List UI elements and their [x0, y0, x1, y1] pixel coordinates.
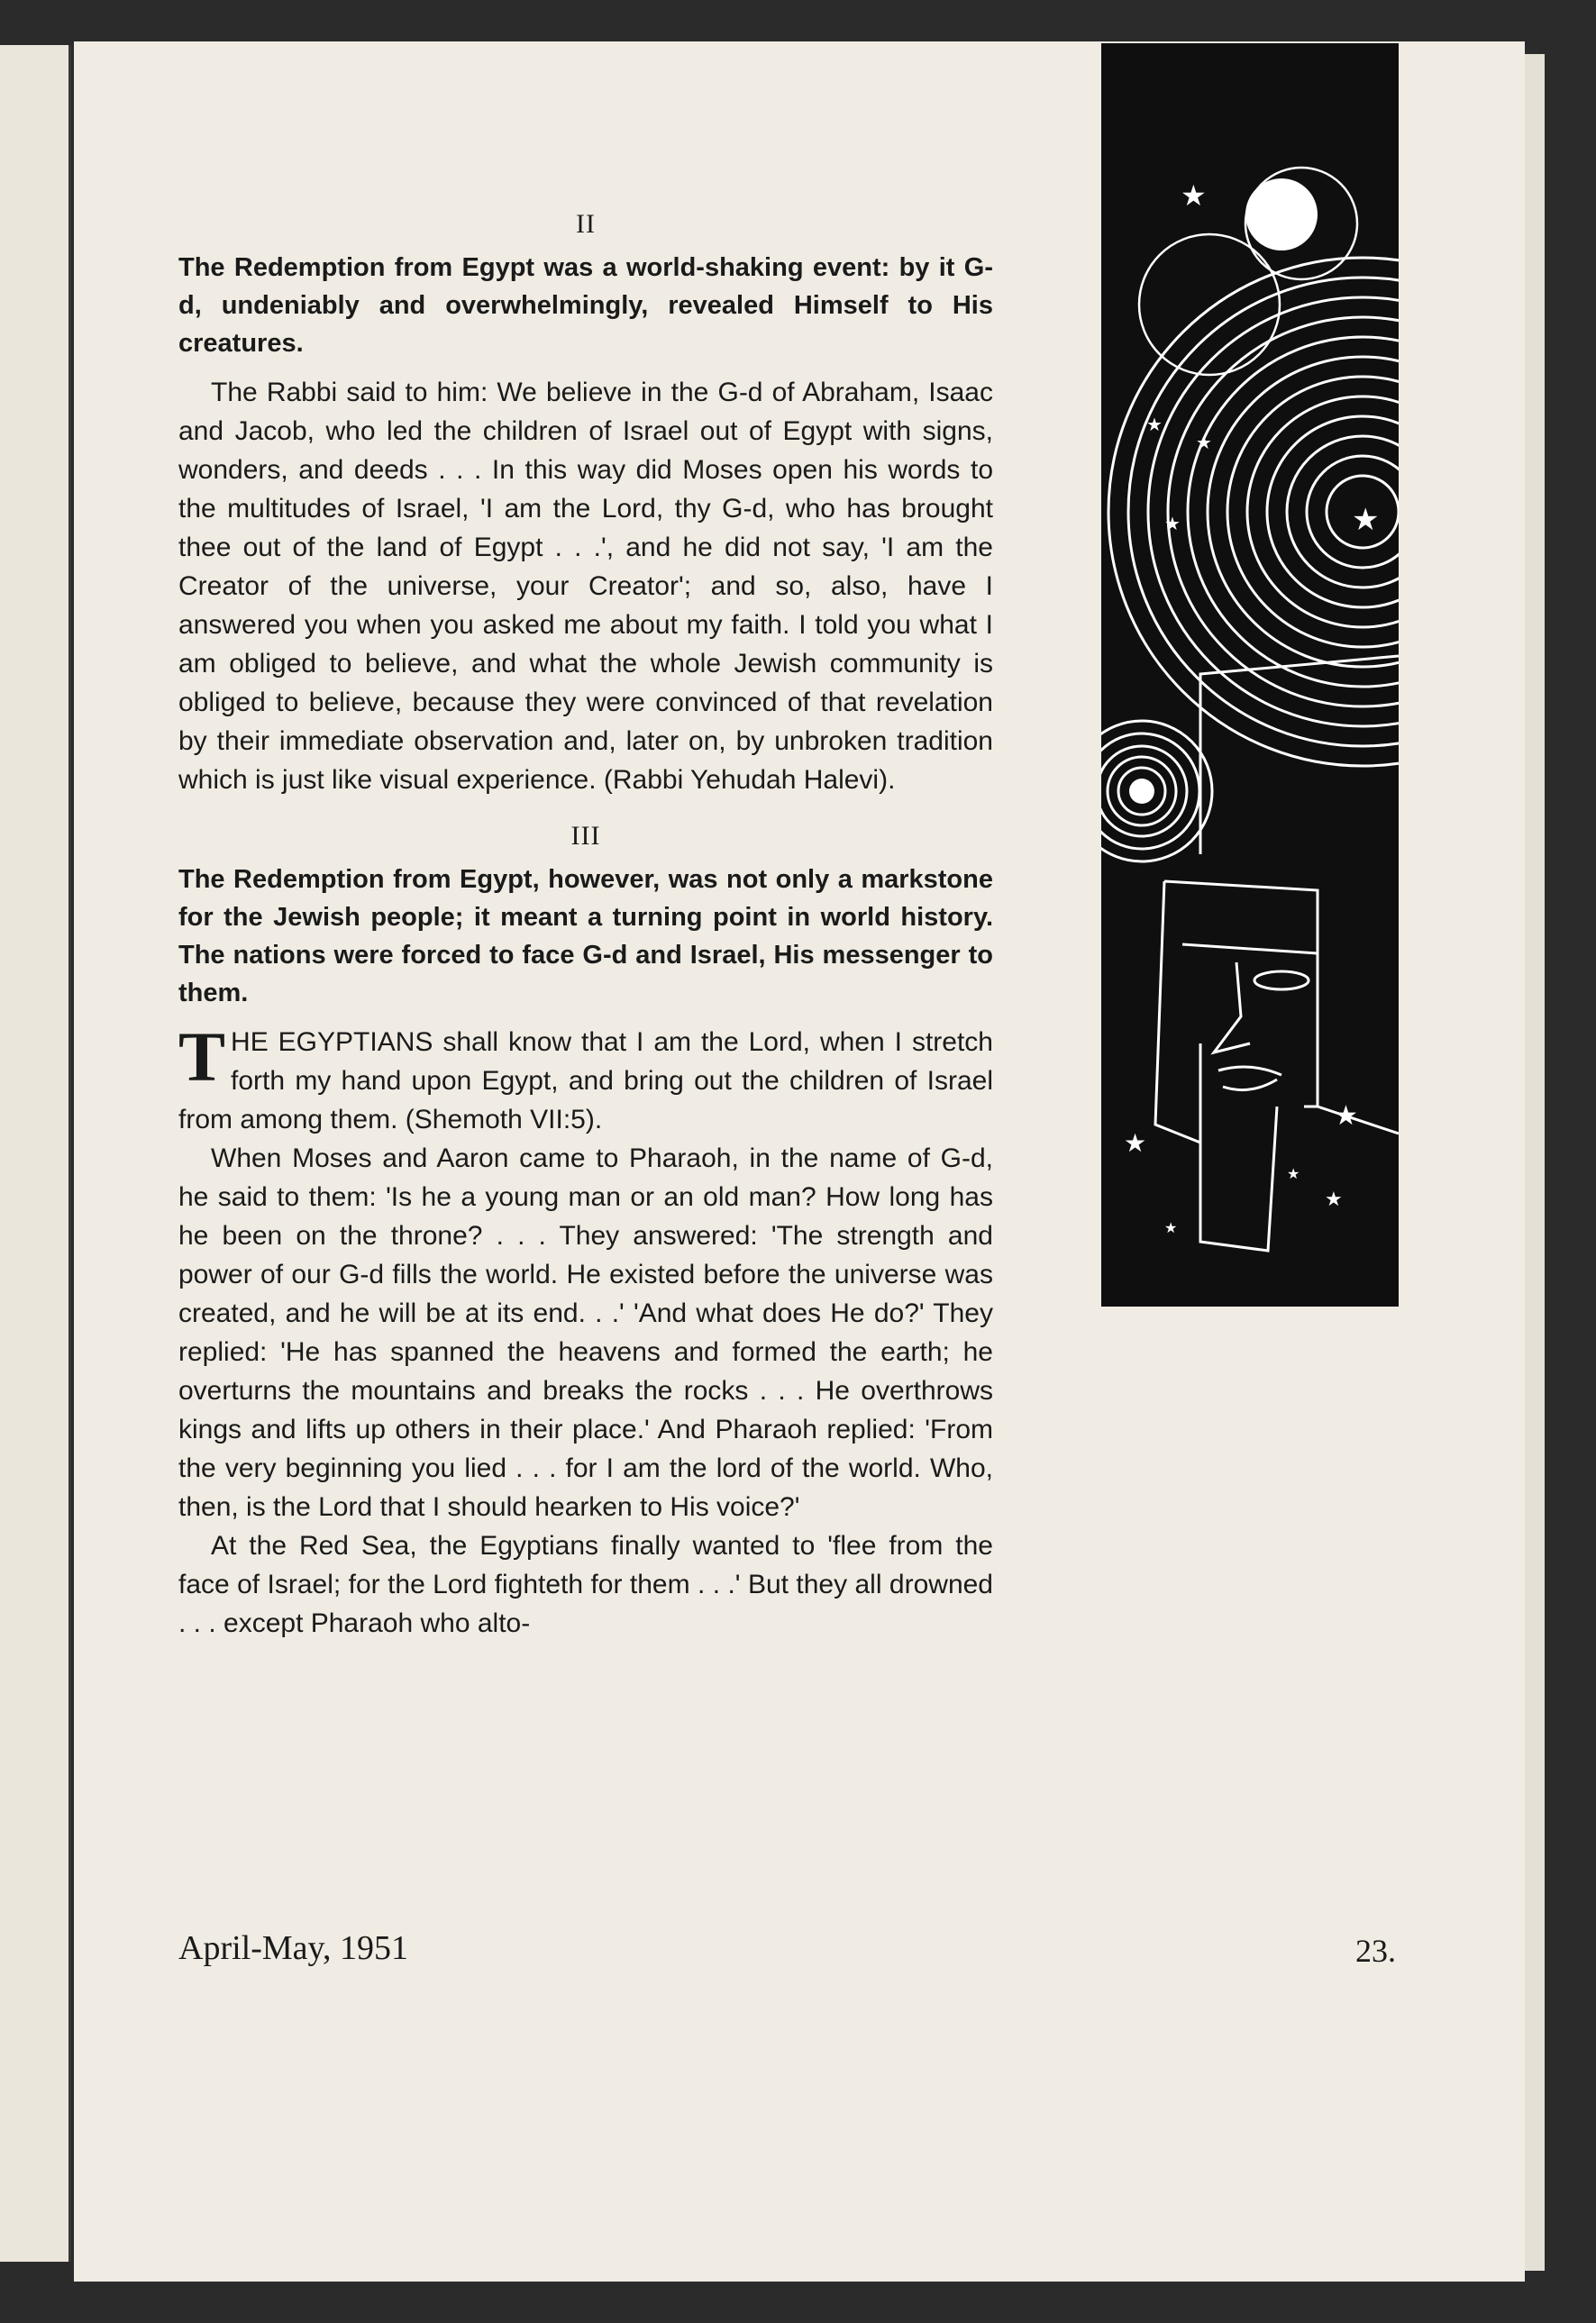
star-icon: ★ [1164, 1219, 1178, 1236]
binding-gutter [68, 45, 71, 2262]
page-number: 23. [1355, 1933, 1396, 1969]
page-edge [1525, 54, 1545, 2271]
face-side [1155, 881, 1200, 1143]
star-icon: ★ [1124, 1128, 1147, 1158]
section-number-2: II [576, 209, 596, 239]
nose [1214, 962, 1250, 1052]
mouth [1218, 1067, 1281, 1075]
planet-circle [1139, 234, 1280, 375]
neck [1200, 1043, 1277, 1251]
section-3-body-2: At the Red Sea, the Egyptians finally wanted to 'flee from the face of Israel; for the Lord fighteth for them . . .' But they all drowned . . . except Pharaoh who alto- [178, 1531, 993, 1638]
section-2-lead: The Redemption from Egypt was a world-shaking event: by it G-d, undeniably and overwhelmingly, revealed Himself to His creatures. [178, 253, 993, 358]
face-inner [1182, 944, 1318, 953]
star-icon: ★ [1352, 502, 1380, 538]
star-icon: ★ [1181, 178, 1207, 213]
target-ring [1129, 779, 1154, 804]
drop-cap: T [178, 1017, 226, 1096]
issue-date: April-May, 1951 [178, 1929, 409, 1967]
mouth-lower [1223, 1080, 1277, 1090]
section-3-body-1: When Moses and Aaron came to Pharaoh, in the name of G-d, he said to them: 'Is he a young man or an old man? How long has he been on the throne? . . . They answered: 'The strength and power of our G-d fills the world. He existed before the universe was created, and he will be at its end. . .' 'And what does He do?' They replied: 'He has spanned the heavens and formed the earth; he overturns the mountains and breaks the rocks . . . He overthrows kings and lifts up others in their place.' And Pharaoh replied: 'From the very beginning you lied . . . for I am the lord of the world. Who, then, is the Lord that I should hearken to His voice?' [178, 1143, 993, 1522]
eye [1254, 971, 1309, 989]
star-icon: ★ [1287, 1165, 1300, 1182]
section-2-body: The Rabbi said to him: We believe in the G-d of Abraham, Isaac and Jacob, who led the children of Israel out of Egypt with signs, wonders, and deeds . . . In this way did Moses open his words to the multitudes of Israel, 'I am the Lord, thy G-d, who has brought thee out of the land of Egypt . . .', and he did not say, 'I am the Creator of the universe, your Creator'; and so, also, have I answered you when you asked me about my faith. I told you what I am obliged to believe, and what the whole Jewish community is obliged to believe, because they were convinced of that revelation by their immediate observation and, later on, by unbroken tradition which is just like visual experience. (Rabbi Yehudah Halevi). [178, 378, 993, 795]
section-3-quote [178, 1017, 993, 1139]
face-outline [1164, 881, 1318, 1107]
article-column [178, 209, 993, 1643]
section-number-3: III [570, 821, 601, 851]
star-icon: ★ [1146, 414, 1163, 435]
star-icon: ★ [1164, 513, 1181, 534]
section-3-lead: The Redemption from Egypt, however, was not only a markstone for the Jewish people; it meant a turning point in world history. The nations were forced to face G-d and Israel, His messenger to them. [178, 865, 993, 1007]
cosmic-illustration [1101, 43, 1399, 1307]
star-icon: ★ [1334, 1100, 1358, 1132]
star-icon: ★ [1325, 1189, 1343, 1211]
moon [1245, 178, 1318, 251]
facing-page-edge [0, 45, 70, 2262]
quote-text: HE EGYPTIANS shall know that I am the Lord, when I stretch forth my hand upon Egypt, and bring out the children of Israel from among them. (Shemoth VII:5). [178, 1027, 993, 1134]
illustration-svg [1101, 43, 1399, 1307]
star-icon: ★ [1196, 432, 1212, 453]
cheek-line [1318, 1107, 1399, 1134]
